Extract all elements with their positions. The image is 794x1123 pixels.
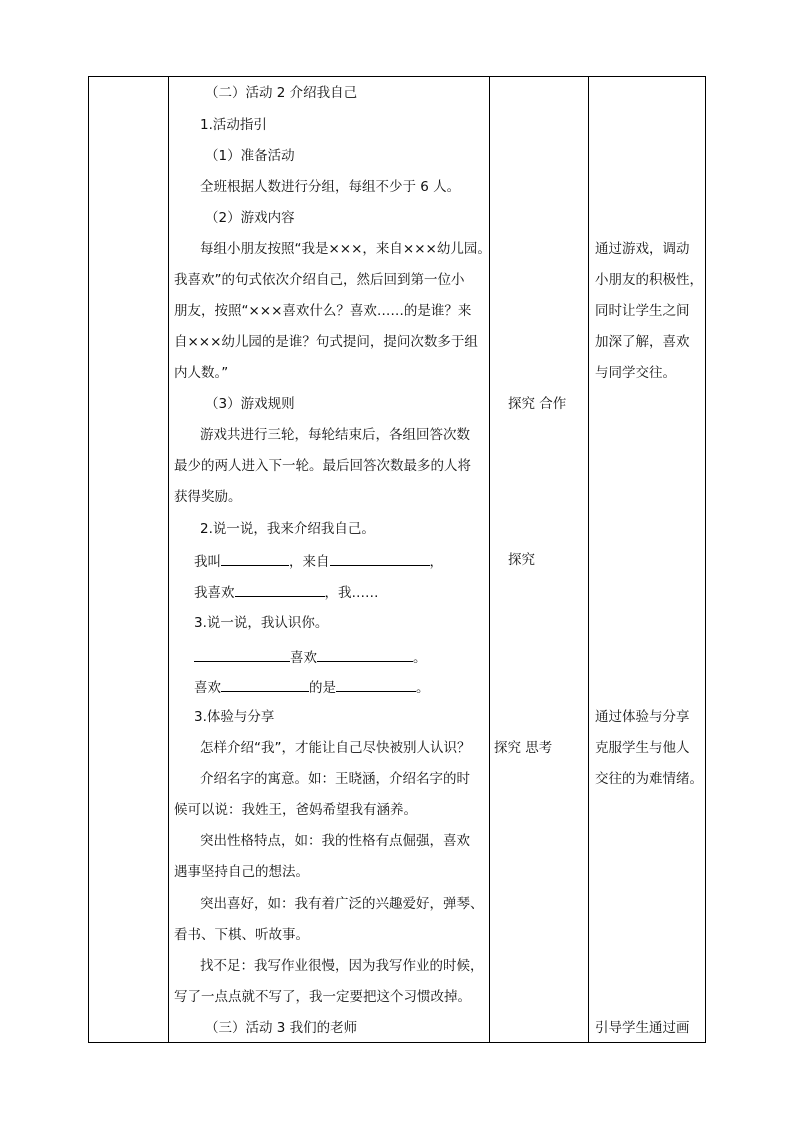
intent-text: 与同学交往。 (595, 365, 676, 381)
body-text: 介绍名字的寓意。如：王晓涵，介绍名字的时 (200, 771, 470, 787)
fill-text: ，我…… (324, 585, 379, 601)
blank-underline (221, 551, 289, 566)
body-text: 突出性格特点，如：我的性格有点倔强，喜欢 (200, 833, 470, 849)
blank-underline (330, 551, 430, 566)
body-text: 写了一点点就不写了，我一定要把这个习惯改掉。 (174, 989, 471, 1005)
fill-blank-line (194, 551, 443, 571)
fill-text: 的是 (309, 680, 336, 696)
fill-blank-line (194, 677, 430, 697)
blank-underline (221, 677, 309, 692)
fill-text: ，来自 (289, 554, 330, 570)
fill-text: 。 (416, 680, 430, 696)
activity-heading: （二）活动 2 介绍我自己 (205, 85, 358, 101)
column-divider (588, 77, 589, 1042)
body-text: 朋友，按照“×××喜欢什么？喜欢……的是谁？来 (174, 303, 472, 319)
intent-text: 加深了解，喜欢 (595, 334, 690, 350)
fill-blank-line (194, 647, 427, 667)
body-text: 看书、下棋、听故事。 (174, 927, 309, 943)
body-text: 游戏共进行三轮，每轮结束后，各组回答次数 (200, 427, 470, 443)
fill-text: 。 (413, 650, 427, 666)
body-text: 怎样介绍“我”，才能让自己尽快被别人认识？ (200, 740, 471, 756)
intent-text: 引导学生通过画 (595, 1020, 690, 1036)
body-text: 候可以说：我姓王，爸妈希望我有涵养。 (174, 802, 417, 818)
sub-heading: （1）准备活动 (205, 148, 295, 164)
blank-underline (336, 677, 416, 692)
column-divider (489, 77, 490, 1042)
body-text: 每组小朋友按照“我是×××，来自×××幼儿园。 (200, 241, 491, 257)
body-text: 全班根据人数进行分组，每组不少于 6 人。 (200, 179, 461, 195)
intent-text: 通过体验与分享 (595, 709, 690, 725)
intent-text: 小朋友的积极性， (595, 272, 703, 288)
sub-heading: （3）游戏规则 (205, 396, 295, 412)
fill-text: 我叫 (194, 554, 221, 570)
column-divider (168, 77, 169, 1042)
section-heading: 2.说一说，我来介绍我自己。 (200, 521, 375, 537)
section-heading: 3.体验与分享 (194, 709, 275, 725)
body-text: 遇事坚持自己的想法。 (174, 864, 309, 880)
fill-text: 喜欢 (194, 680, 221, 696)
method-label: 探究 (508, 552, 535, 568)
activity-heading: （三）活动 3 我们的老师 (205, 1020, 358, 1036)
body-text: 自×××幼儿园的是谁？句式提问，提问次数多于组 (174, 334, 478, 350)
fill-text: 喜欢 (290, 650, 317, 666)
method-label: 探究 思考 (494, 740, 553, 756)
method-label: 探究 合作 (508, 396, 567, 412)
intent-text: 同时让学生之间 (595, 303, 690, 319)
fill-text: 我喜欢 (194, 585, 235, 601)
blank-underline (235, 582, 325, 597)
section-heading: 3.说一说，我认识你。 (194, 615, 329, 631)
intent-text: 通过游戏，调动 (595, 241, 690, 257)
body-text: 获得奖励。 (174, 489, 242, 505)
section-heading: 1.活动指引 (200, 117, 267, 133)
body-text: 找不足：我写作业很慢，因为我写作业的时候， (200, 958, 484, 974)
intent-text: 交往的为难情绪。 (595, 771, 703, 787)
blank-underline (317, 647, 413, 662)
sub-heading: （2）游戏内容 (205, 210, 295, 226)
fill-text: ， (429, 554, 443, 570)
fill-blank-line (194, 582, 379, 602)
blank-underline (194, 647, 290, 662)
body-text: 突出喜好，如：我有着广泛的兴趣爱好，弹琴、 (200, 896, 484, 912)
body-text: 最少的两人进入下一轮。最后回答次数最多的人将 (174, 458, 471, 474)
intent-text: 克服学生与他人 (595, 740, 690, 756)
body-text: 内人数。” (174, 365, 229, 381)
body-text: 我喜欢”的句式依次介绍自己，然后回到第一位小 (174, 272, 465, 288)
